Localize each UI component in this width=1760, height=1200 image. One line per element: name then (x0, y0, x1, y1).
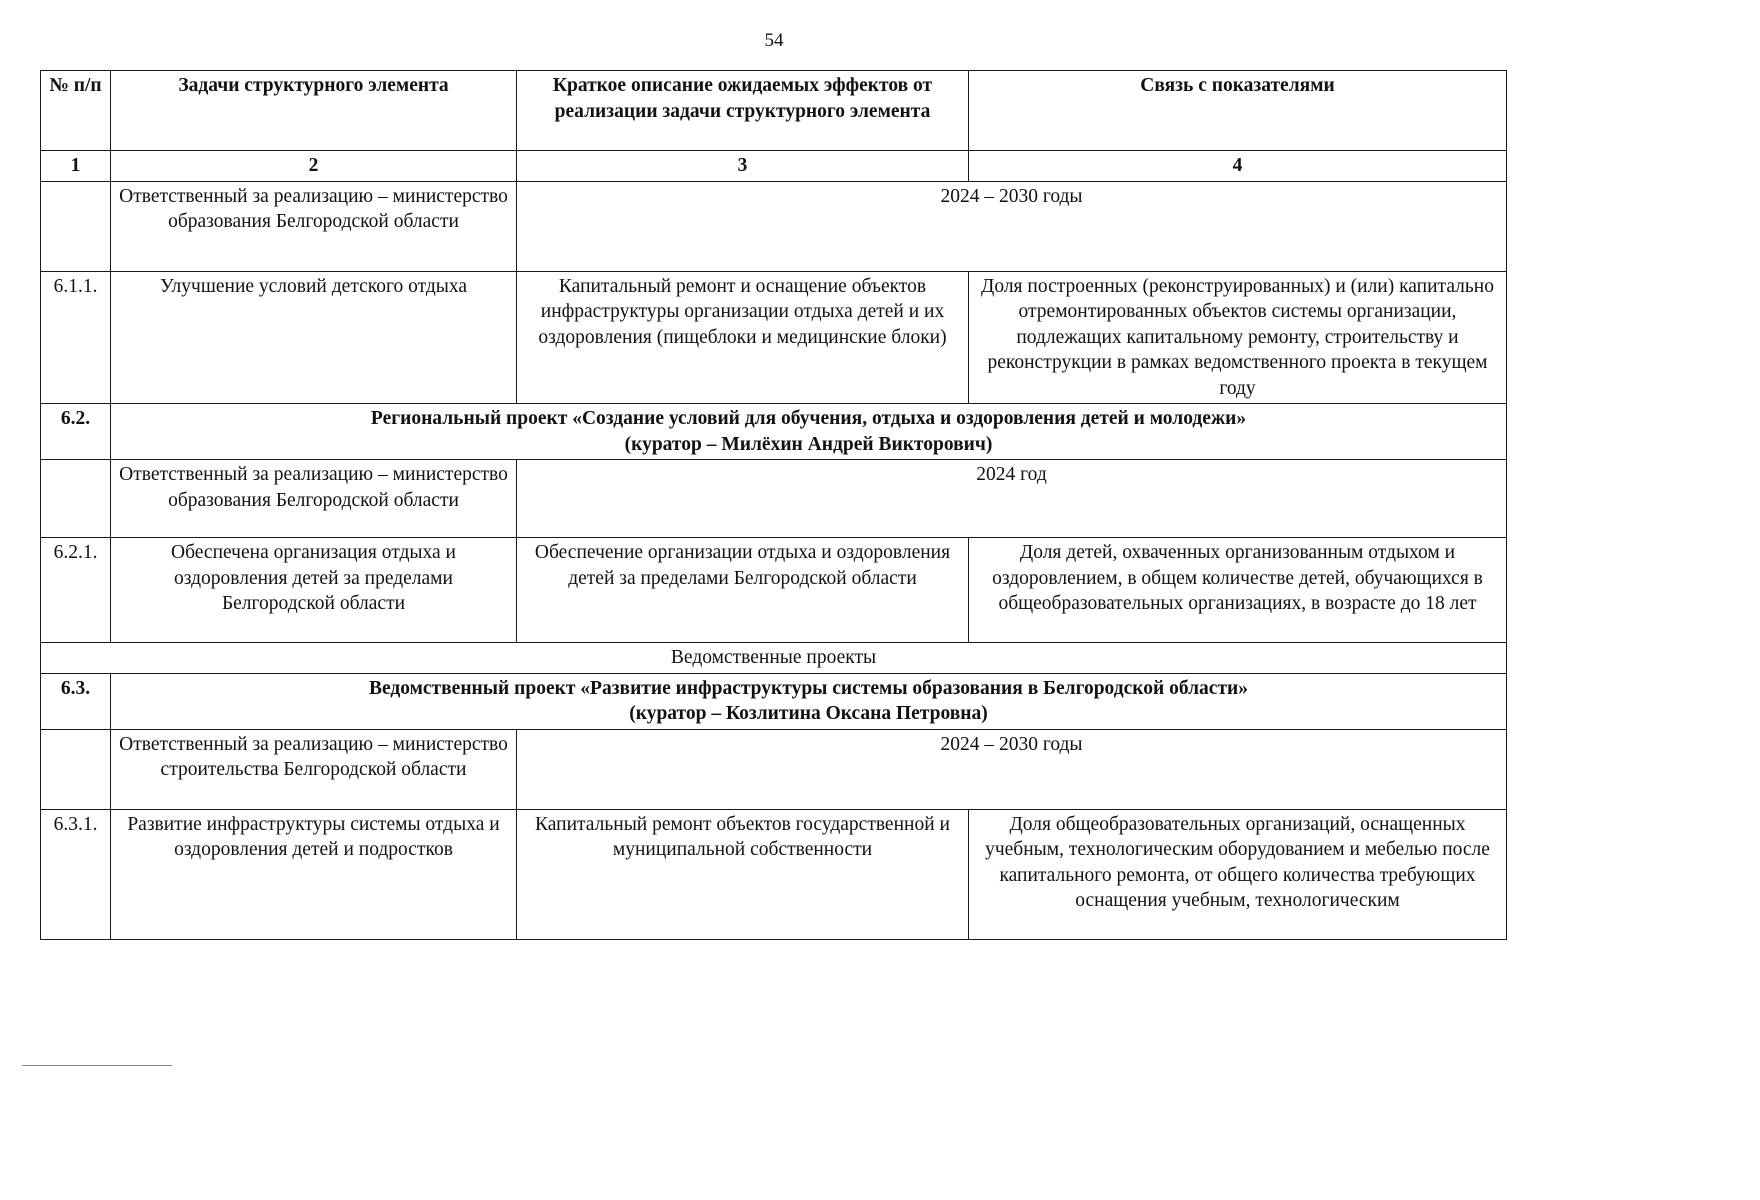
column-number: 4 (969, 151, 1507, 182)
project-title-cell (111, 404, 1507, 460)
page-number: 54 (764, 30, 784, 51)
project-curator: (куратор – Милёхин Андрей Викторович) (624, 433, 993, 455)
responsible-cell: Ответственный за реализацию – министерство образования Белгородской области (111, 181, 517, 271)
empty-cell (41, 181, 111, 271)
empty-cell (41, 460, 111, 538)
responsible-row (41, 460, 1507, 538)
indicator-cell: Доля построенных (реконструированных) и (или) капитально отремонтированных объектов системы организации, подлежащих капитальному ремонту, строительству и реконструкции в рамках ведомственного проекта в текущем году (969, 271, 1507, 404)
project-title: Региональный проект «Создание условий для обучения, отдыха и оздоровления детей и молодежи» (370, 408, 1247, 429)
footnote-divider (22, 1065, 172, 1066)
column-number: 2 (111, 151, 517, 182)
effect-cell: Обеспечение организации отдыха и оздоровления детей за пределами Белгородской области (517, 538, 969, 643)
task-row (41, 809, 1507, 939)
project-title-cell (111, 673, 1507, 729)
section-title: Ведомственные проекты (41, 643, 1507, 674)
section-row (41, 643, 1507, 674)
period-cell: 2024 – 2030 годы (517, 181, 1507, 271)
period-cell: 2024 – 2030 годы (517, 729, 1507, 809)
column-number-row (41, 151, 1507, 182)
indicator-cell: Доля общеобразовательных организаций, оснащенных учебным, технологическим оборудованием и мебелью после капитального ремонта, от общего количества требующих оснащения учебным, технологическим (969, 809, 1507, 939)
project-curator: (куратор – Козлитина Оксана Петровна) (629, 703, 988, 724)
header-number: № п/п (41, 71, 111, 151)
task-number: 6.2.1. (41, 538, 111, 643)
project-row (41, 404, 1507, 460)
task-cell: Развитие инфраструктуры системы отдыха и оздоровления детей и подростков (111, 809, 517, 939)
task-cell: Улучшение условий детского отдыха (111, 271, 517, 404)
header-tasks: Задачи структурного элемента (111, 71, 517, 151)
task-number: 6.1.1. (41, 271, 111, 404)
task-row (41, 271, 1507, 404)
project-number: 6.3. (41, 673, 111, 729)
project-row (41, 673, 1507, 729)
responsible-cell: Ответственный за реализацию – министерство образования Белгородской области (111, 460, 517, 538)
indicator-cell: Доля детей, охваченных организованным отдыхом и оздоровлением, в общем количестве детей, обучающихся в общеобразовательных организациях, в возрасте до 18 лет (969, 538, 1507, 643)
column-number: 1 (41, 151, 111, 182)
structural-elements-table (40, 70, 1507, 940)
project-title: Ведомственный проект «Развитие инфраструктуры системы образования в Белгородской области» (368, 677, 1249, 699)
task-row (41, 538, 1507, 643)
responsible-row (41, 729, 1507, 809)
header-indicators: Связь с показателями (969, 71, 1507, 151)
effect-cell: Капитальный ремонт объектов государственной и муниципальной собственности (517, 809, 969, 939)
task-number: 6.3.1. (41, 809, 111, 939)
task-cell: Обеспечена организация отдыха и оздоровления детей за пределами Белгородской области (111, 538, 517, 643)
period-cell: 2024 год (517, 460, 1507, 538)
column-number: 3 (517, 151, 969, 182)
project-number: 6.2. (41, 404, 111, 460)
responsible-cell: Ответственный за реализацию – министерство строительства Белгородской области (111, 729, 517, 809)
table-header-row (41, 71, 1507, 151)
empty-cell (41, 729, 111, 809)
header-effects: Краткое описание ожидаемых эффектов от реализации задачи структурного элемента (517, 71, 969, 151)
effect-cell: Капитальный ремонт и оснащение объектов инфраструктуры организации отдыха детей и их оздоровления (пищеблоки и медицинские блоки) (517, 271, 969, 404)
responsible-row (41, 181, 1507, 271)
